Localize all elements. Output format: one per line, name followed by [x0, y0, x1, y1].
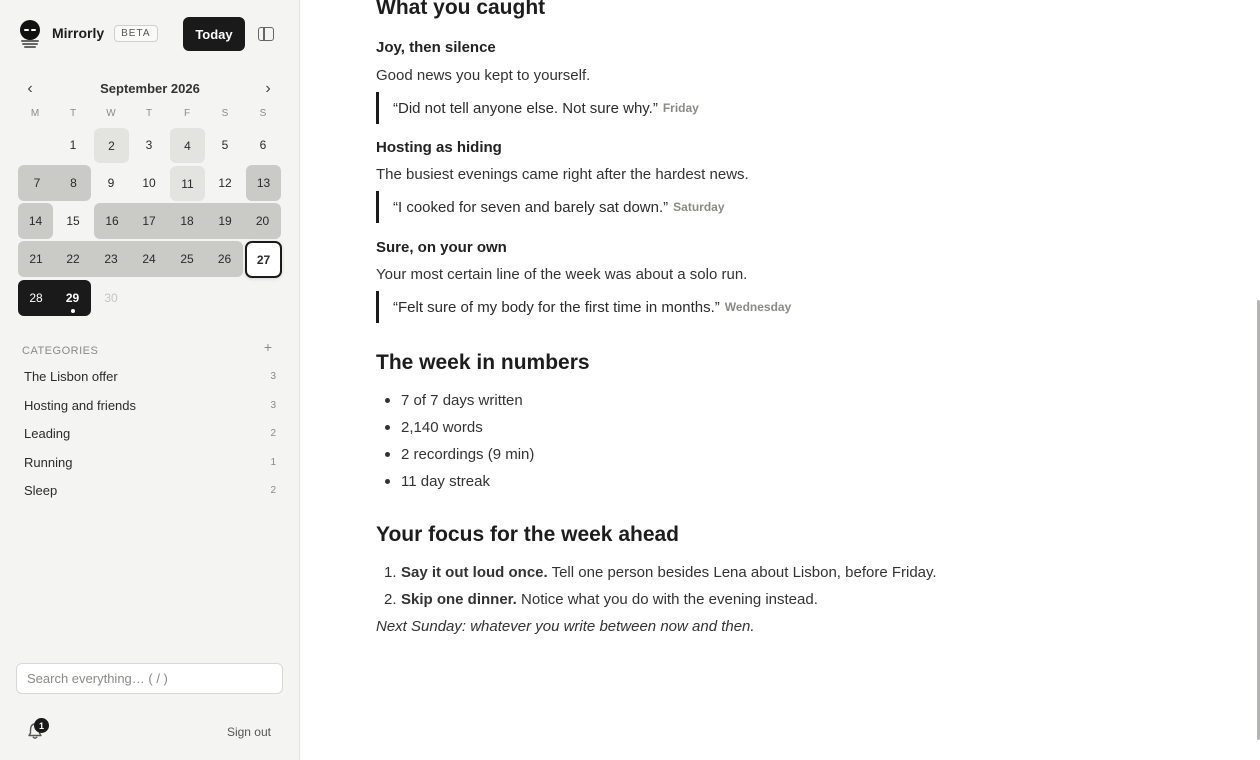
bullet-icon: [385, 452, 390, 457]
list-number: 1.: [384, 564, 397, 581]
calendar-day[interactable]: 12: [218, 176, 232, 190]
calendar-day-number: 29: [65, 291, 80, 305]
section-heading-focus: Your focus for the week ahead: [376, 523, 680, 546]
calendar-day[interactable]: 17: [130, 203, 168, 239]
list-number: 2.: [384, 591, 397, 608]
calendar-day[interactable]: 4: [170, 128, 205, 163]
section-heading-caught: What you caught: [376, 0, 546, 19]
category-item[interactable]: [24, 424, 276, 444]
calendar-day[interactable]: 8: [56, 165, 91, 201]
calendar-day[interactable]: 14: [18, 203, 53, 239]
add-category-button[interactable]: +: [263, 339, 272, 355]
weekday-label: S: [259, 108, 267, 119]
calendar-day[interactable]: 18: [168, 203, 206, 239]
category-label: The Lisbon offer: [24, 369, 118, 384]
weekday-label: T: [145, 108, 153, 119]
theme-body: Your most certain line of the week was about a solo run.: [376, 266, 748, 283]
calendar-day[interactable]: 25: [168, 241, 206, 277]
weekday-label: F: [183, 108, 191, 119]
calendar-day[interactable]: 26: [206, 241, 243, 277]
sidebar: [0, 0, 300, 760]
calendar-day[interactable]: 23: [92, 241, 130, 277]
app-name: Mirrorly: [52, 25, 105, 41]
calendar-day[interactable]: 2: [94, 128, 129, 163]
calendar-day-selected[interactable]: [54, 280, 91, 316]
bullet-icon: [385, 398, 390, 403]
theme-quote: [376, 291, 791, 323]
calendar-day[interactable]: 9: [107, 176, 115, 190]
stat-item: 7 of 7 days written: [401, 392, 523, 409]
category-item[interactable]: [24, 367, 276, 387]
calendar-day[interactable]: 7: [18, 165, 56, 201]
calendar-header: [18, 80, 282, 98]
calendar-day[interactable]: 21: [18, 241, 54, 277]
stat-item: 2,140 words: [401, 419, 483, 436]
stat-item: 11 day streak: [401, 473, 490, 490]
weekday-label: W: [106, 108, 116, 119]
category-label: Running: [24, 455, 73, 470]
weekday-label: T: [69, 108, 77, 119]
calendar-day[interactable]: 6: [259, 138, 267, 152]
theme-quote: [376, 191, 725, 223]
categories-title: CATEGORIES: [22, 345, 99, 357]
quote-day: Friday: [662, 101, 699, 115]
beta-badge: BETA: [114, 25, 157, 42]
calendar-day-today[interactable]: 27: [245, 241, 282, 278]
quote-day: Saturday: [673, 200, 725, 214]
focus-item: [401, 591, 818, 608]
notification-badge: 1: [34, 718, 49, 733]
quote-text: “Did not tell anyone else. Not sure why.”: [393, 99, 658, 117]
closing-note: Next Sunday: whatever you write between now and then.: [376, 618, 755, 635]
search-input[interactable]: Search everything… ( / ): [16, 663, 283, 694]
theme-title: Hosting as hiding: [376, 139, 502, 156]
category-count: 3: [270, 371, 276, 382]
calendar-day[interactable]: 28: [18, 280, 54, 316]
sidebar-toggle-icon[interactable]: [258, 27, 274, 41]
calendar-day[interactable]: 16: [94, 203, 130, 239]
category-label: Sleep: [24, 483, 58, 498]
stat-item: 2 recordings (9 min): [401, 446, 535, 463]
category-count: 1: [270, 457, 276, 468]
calendar-month-title: September 2026: [100, 81, 200, 96]
weekday-label: S: [221, 108, 229, 119]
calendar-day[interactable]: 15: [66, 214, 80, 228]
quote-day: Wednesday: [724, 300, 792, 314]
focus-item-title: Say it out loud once.: [401, 564, 548, 581]
calendar-day[interactable]: 3: [145, 138, 153, 152]
category-count: 2: [270, 428, 276, 439]
calendar-day[interactable]: 11: [170, 166, 205, 201]
theme-quote: [376, 92, 699, 124]
focus-item-text: Notice what you do with the evening instead.: [516, 591, 818, 608]
mirror-face-logo-icon: [18, 18, 42, 48]
today-button[interactable]: Today: [183, 17, 245, 51]
focus-item-title: Skip one dinner.: [401, 591, 517, 608]
category-label: Leading: [24, 426, 71, 441]
calendar-day[interactable]: 13: [246, 165, 281, 201]
calendar-day[interactable]: 22: [54, 241, 92, 277]
calendar-day: 30: [104, 291, 118, 305]
next-month-button[interactable]: ›: [265, 80, 271, 97]
brand[interactable]: [18, 18, 158, 48]
theme-title: Sure, on your own: [376, 239, 507, 256]
focus-item-text: Tell one person besides Lena about Lisbon, before Friday.: [547, 564, 937, 581]
bullet-icon: [385, 479, 390, 484]
category-label: Hosting and friends: [24, 398, 137, 413]
category-item[interactable]: [24, 481, 276, 501]
calendar-day[interactable]: 24: [130, 241, 168, 277]
theme-body: Good news you kept to yourself.: [376, 67, 591, 84]
category-count: 2: [270, 485, 276, 496]
quote-text: “I cooked for seven and barely sat down.”: [393, 198, 669, 216]
weekday-label: M: [30, 108, 40, 119]
prev-month-button[interactable]: ‹: [27, 80, 33, 97]
category-item[interactable]: [24, 453, 276, 473]
calendar-day[interactable]: 1: [69, 138, 77, 152]
category-count: 3: [270, 400, 276, 411]
calendar-day[interactable]: 20: [244, 203, 281, 239]
section-heading-numbers: The week in numbers: [376, 351, 590, 374]
theme-body: The busiest evenings came right after the hardest news.: [376, 166, 749, 183]
entry-dot-icon: [71, 309, 75, 313]
calendar-day[interactable]: 5: [221, 138, 229, 152]
focus-item: [401, 564, 937, 581]
sign-out-button[interactable]: Sign out: [226, 725, 271, 739]
category-item[interactable]: [24, 396, 276, 416]
calendar-day[interactable]: 10: [142, 176, 156, 190]
calendar-day[interactable]: 19: [206, 203, 244, 239]
bullet-icon: [385, 425, 390, 430]
categories-header: [22, 341, 272, 355]
theme-title: Joy, then silence: [376, 39, 496, 56]
quote-text: “Felt sure of my body for the first time in months.”: [393, 298, 720, 316]
